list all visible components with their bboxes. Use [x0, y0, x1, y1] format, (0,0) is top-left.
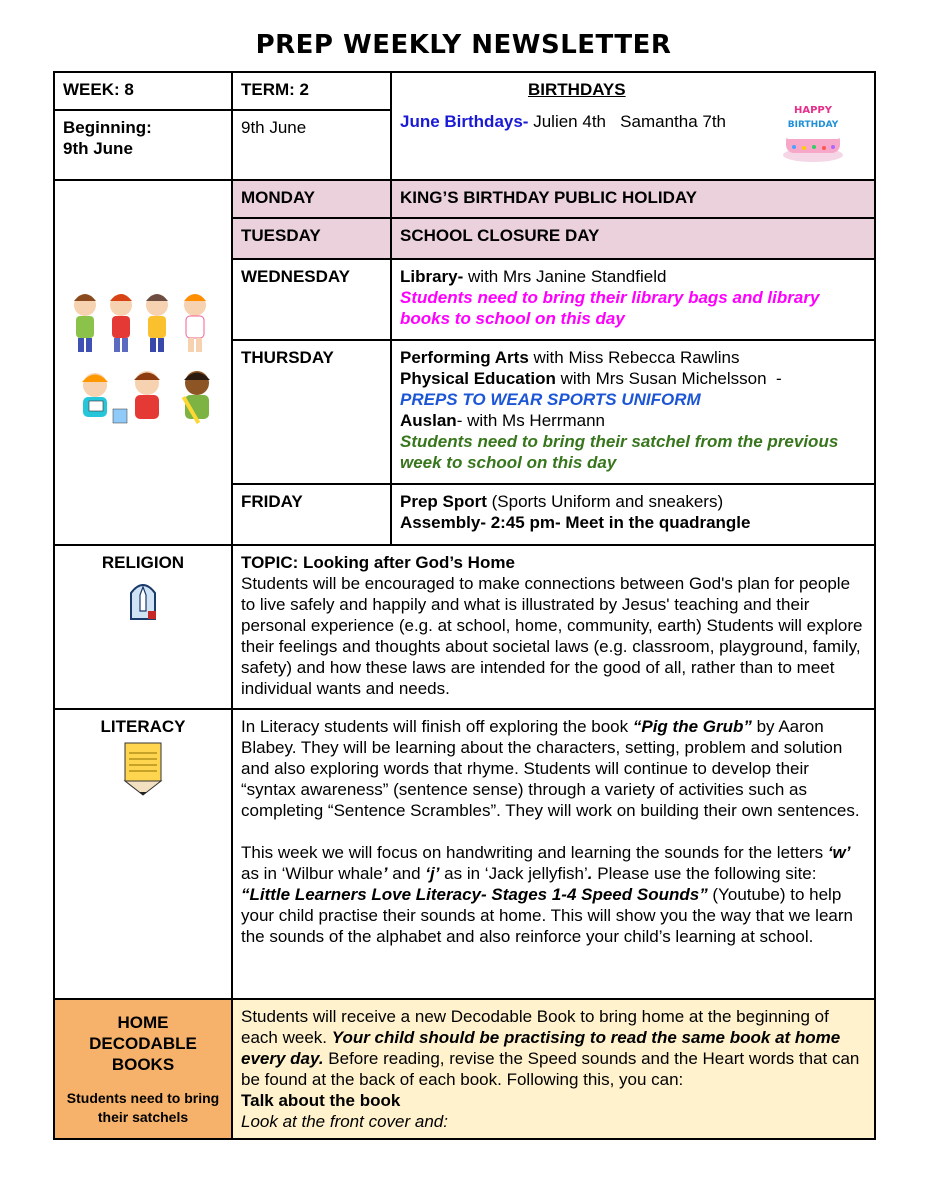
- newsletter-table: [53, 71, 876, 1140]
- home-books-sub: Students need to bring their satchels: [66, 1089, 220, 1125]
- performing-arts-label: Performing Arts: [400, 348, 529, 367]
- praying-hands-window-icon: [126, 577, 160, 621]
- tuesday-text: SCHOOL CLOSURE DAY: [391, 218, 875, 259]
- monday-day: MONDAY: [232, 180, 391, 218]
- beginning-cell: [54, 110, 232, 180]
- front-cover-note: Look at the front cover and:: [241, 1112, 448, 1131]
- practise-note: Your child should be practising to read the same book at home every day.: [241, 1028, 841, 1068]
- auslan-label: Auslan: [400, 411, 457, 430]
- beginning-value: 9th June: [63, 139, 133, 158]
- june-birthdays-label: June Birthdays-: [400, 112, 529, 131]
- religion-content: [232, 545, 875, 709]
- birthday-cake-icon: [780, 95, 846, 165]
- wednesday-text: [391, 259, 875, 340]
- literacy-label-cell: [54, 709, 232, 999]
- svg-text:BIRTHDAY: BIRTHDAY: [787, 120, 839, 130]
- home-books-content: Students will receive a new Decodable Book to bring home at the beginning of each week. Your child should be practising to read the same book at home every day. Before reading, revise the Speed sounds and the Heart words that can be found at the back of each book. Following this, you can: Talk about the book Look at the front cover and:: [232, 999, 875, 1139]
- birthdays-heading: BIRTHDAYS: [528, 80, 626, 99]
- literacy-label: LITERACY: [100, 717, 186, 736]
- kids-image-cell: [54, 180, 232, 545]
- wednesday-day: WEDNESDAY: [232, 259, 391, 340]
- tuesday-day: TUESDAY: [232, 218, 391, 259]
- home-books-label: HOME DECODABLE BOOKS: [89, 1012, 197, 1074]
- letter-j: ‘j’: [425, 864, 440, 883]
- library-label: Library-: [400, 267, 464, 286]
- date-cell: 9th June: [232, 110, 391, 180]
- monday-text: KING’S BIRTHDAY PUBLIC HOLIDAY: [391, 180, 875, 218]
- home-books-label-cell: [54, 999, 232, 1139]
- performing-arts-teacher: with Miss Rebecca Rawlins: [528, 348, 740, 367]
- literacy-paragraph-2: This week we will focus on handwriting and learning the sounds for the letters ‘w’ as in ‘Wilbur whale’ and ‘j’ as in ‘Jack jellyfish’. Please use the following site: “Little Learners Love Literacy- Stages 1-4 Speed Sounds” (Youtube) to help your child practise their sounds at home. This will show you the way that we learn the sounds of the alphabet and also reinforce your child’s learning at school.: [241, 843, 853, 946]
- pencil-notepad-icon: [122, 741, 164, 797]
- children-illustration: [67, 285, 219, 435]
- page-title: PREP WEEKLY NEWSLETTER: [255, 30, 672, 60]
- birthdays-cell: [391, 72, 875, 180]
- talk-about-book: Talk about the book: [241, 1091, 401, 1110]
- literacy-content: [232, 709, 875, 999]
- sports-uniform-note: PREPS TO WEAR SPORTS UNIFORM: [400, 390, 701, 409]
- friday-text: [391, 484, 875, 545]
- thursday-day: THURSDAY: [232, 340, 391, 484]
- prep-sport-detail: (Sports Uniform and sneakers): [486, 492, 724, 511]
- auslan-teacher: - with Ms Herrmann: [456, 411, 605, 430]
- pe-teacher: with Mrs Susan Michelsson -: [555, 369, 782, 388]
- term-cell: TERM: 2: [232, 72, 391, 110]
- religion-label: RELIGION: [101, 553, 185, 572]
- thursday-text: [391, 340, 875, 484]
- religion-body: Students will be encouraged to make connections between God's plan for people to live safely and happily and what is illustrated by Jesus' teaching and their personal experience (e.g. at school, home, community, earth) Students will explore their feelings and thoughts about societal laws (e.g. classroom, playground, family, safety) and how these laws are intended for the good of all, rather than to meet individual wants and needs.: [241, 574, 863, 698]
- prep-sport-label: Prep Sport: [400, 492, 487, 511]
- june-birthdays-names: Julien 4th Samantha 7th: [533, 112, 727, 131]
- library-note: Students need to bring their library bags and library books to school on this day: [400, 288, 820, 328]
- satchel-note: Students need to bring their satchel from the previous week to school on this day: [400, 432, 839, 472]
- video-site-title: “Little Learners Love Literacy- Stages 1-4 Speed Sounds”: [241, 885, 708, 904]
- library-teacher: with Mrs Janine Standfield: [463, 267, 667, 286]
- book-title: “Pig the Grub”: [632, 717, 752, 736]
- week-cell: WEEK: 8: [54, 72, 232, 110]
- svg-text:HAPPY: HAPPY: [793, 105, 833, 116]
- assembly-note: Assembly- 2:45 pm- Meet in the quadrangle: [400, 513, 751, 532]
- letter-w: ‘w’: [827, 843, 851, 862]
- friday-day: FRIDAY: [232, 484, 391, 545]
- religion-topic: TOPIC: Looking after God’s Home: [241, 553, 515, 572]
- literacy-paragraph-1: In Literacy students will finish off exploring the book “Pig the Grub” by Aaron Blabey. They will be learning about the characters, setting, problem and solution and also exploring words that rhyme. Students will continue to develop their “syntax awareness” (sentence sense) through a variety of activities such as completing “Sentence Scrambles”. They will work on building their own sentences.: [241, 717, 860, 820]
- beginning-label: Beginning:: [63, 118, 152, 137]
- religion-label-cell: [54, 545, 232, 709]
- pe-label: Physical Education: [400, 369, 556, 388]
